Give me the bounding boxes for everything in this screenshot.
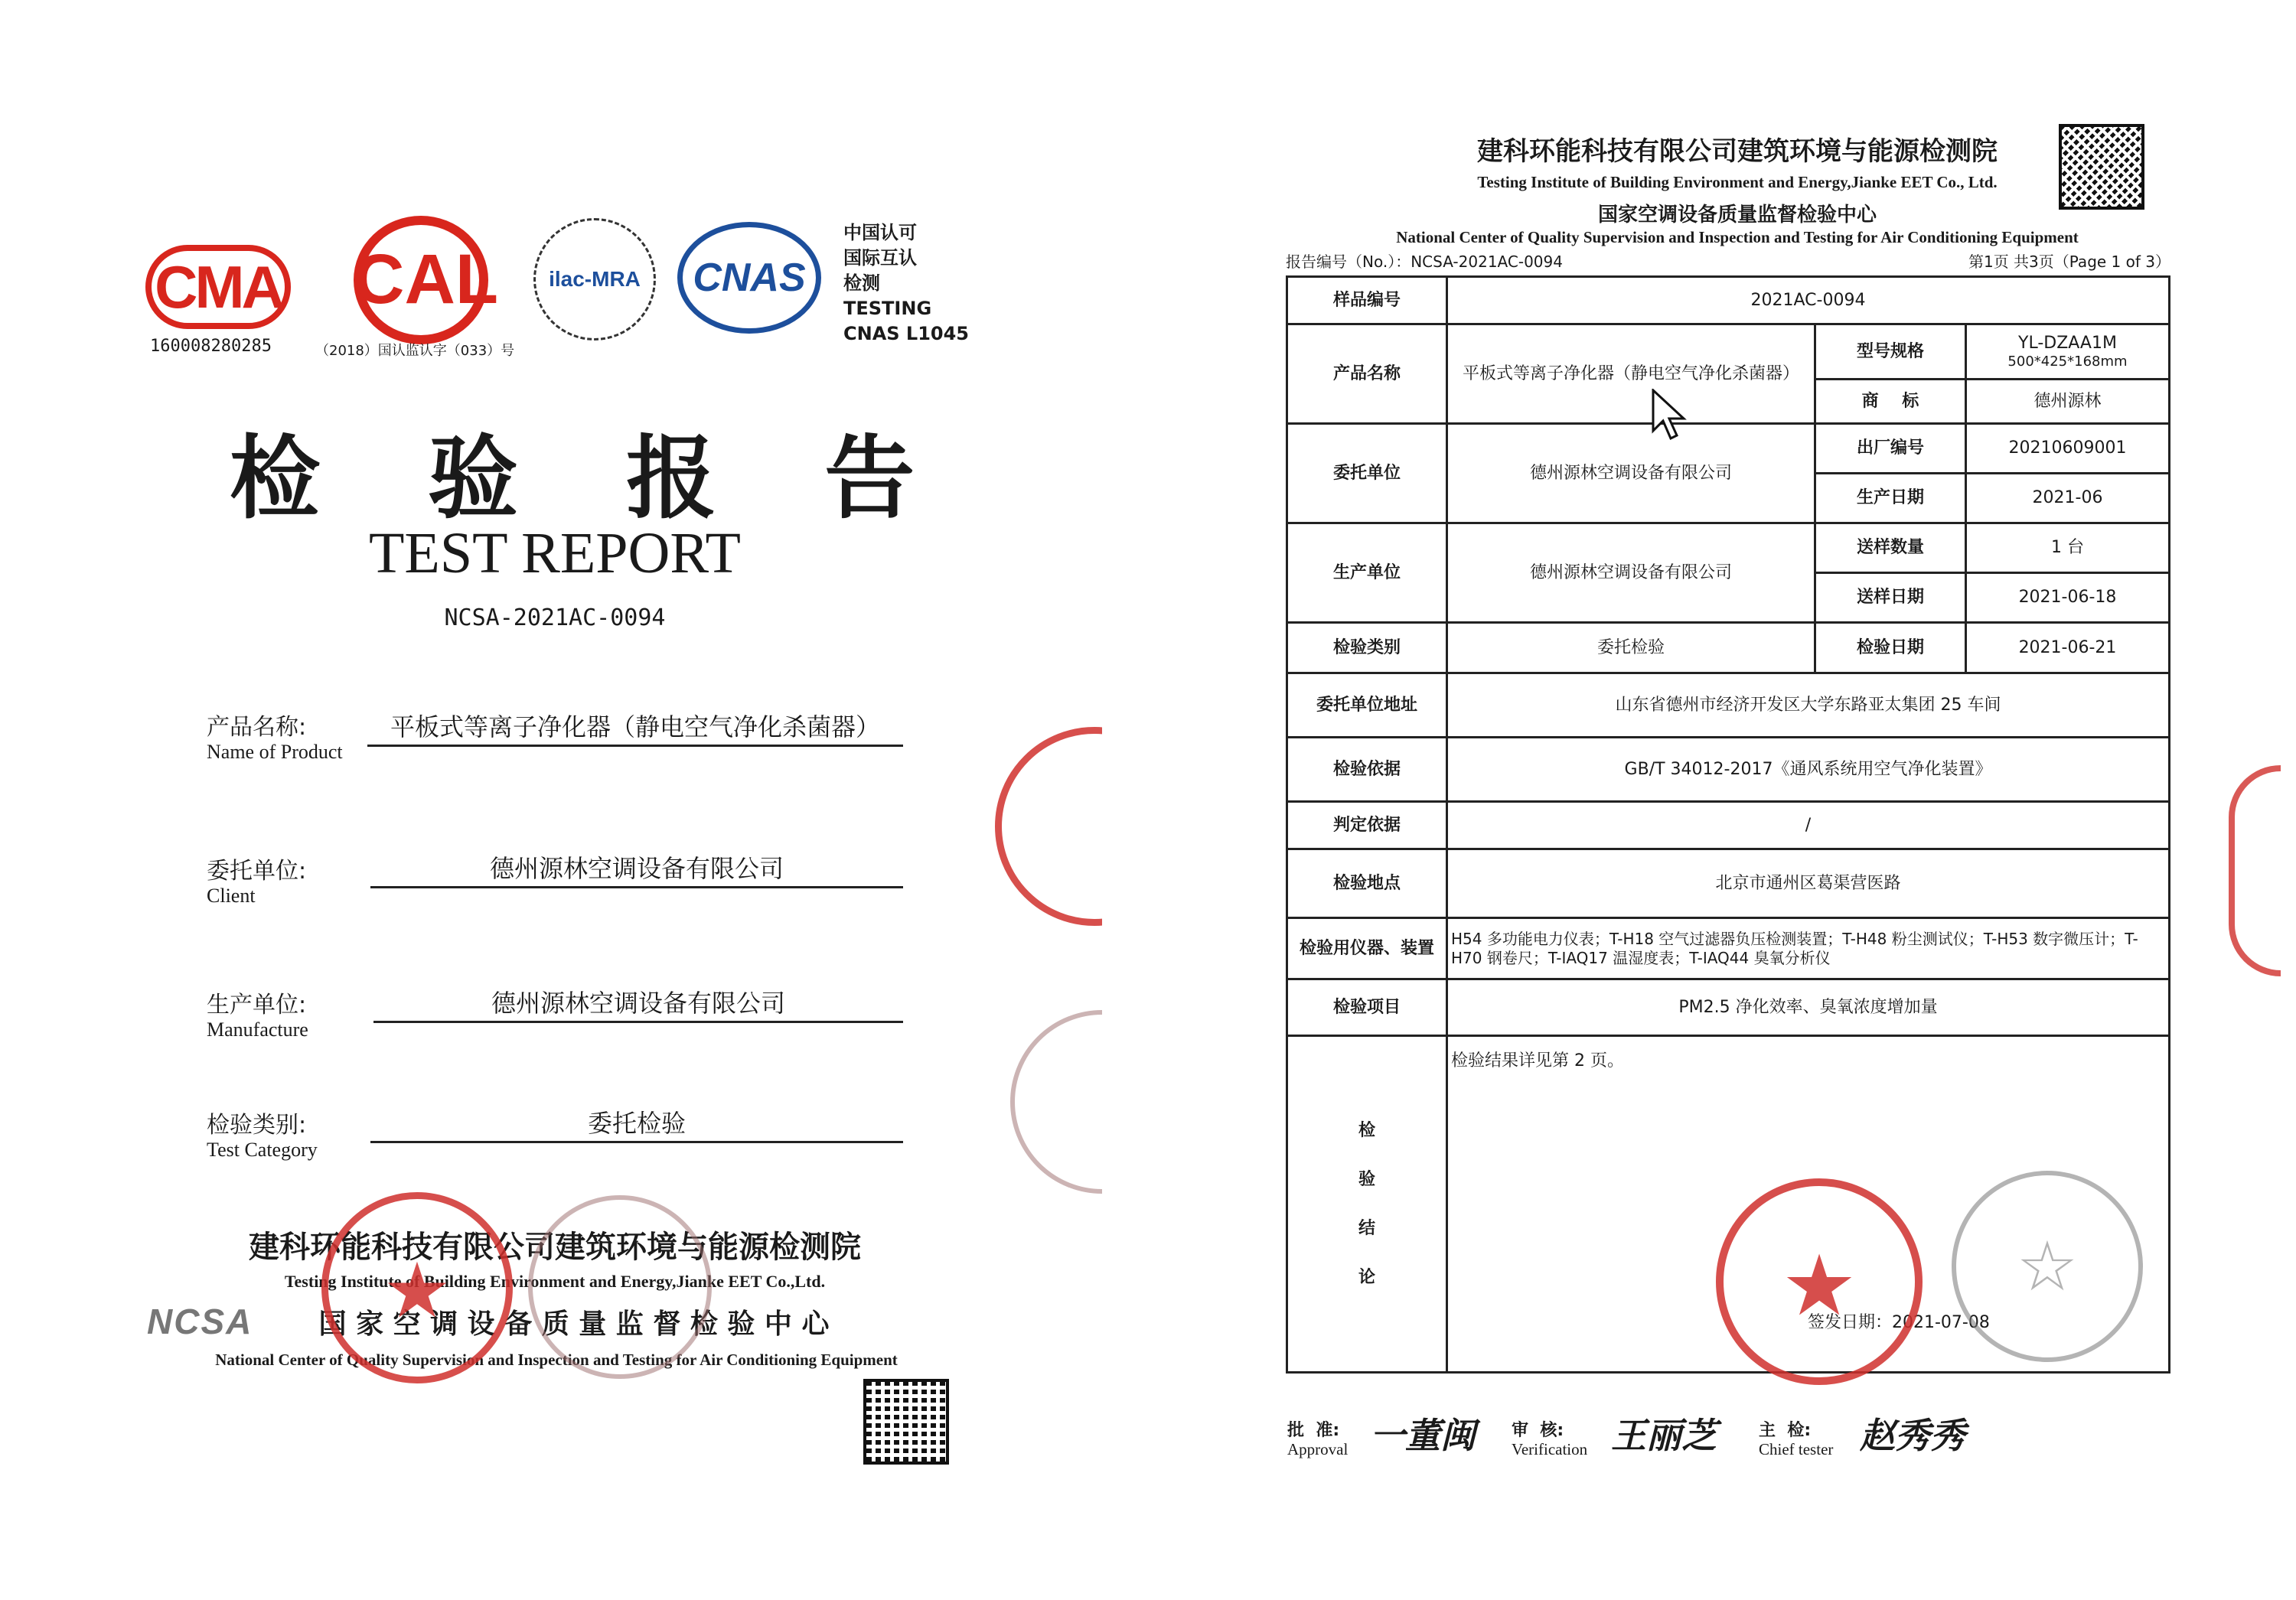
sample-no-value: 2021AC-0094: [1447, 277, 2170, 324]
items-label: 检验项目: [1287, 979, 1447, 1036]
cover-page: [0, 0, 1102, 1600]
instruments-label: 检验用仪器、装置: [1287, 918, 1447, 979]
official-red-stamp-icon: [1716, 1178, 1923, 1385]
header-center-zh: 国家空调设备质量监督检验中心: [1597, 204, 1877, 226]
header-page-info: 第1页 共3页（Page 1 of 3）: [1968, 253, 2170, 271]
field-label-manufacture-en: Manufacture: [207, 1018, 308, 1041]
field-label-product: 产品名称:: [207, 714, 307, 741]
basis-label: 检验依据: [1287, 738, 1447, 802]
serial-label: 出厂编号: [1815, 424, 1966, 474]
category-label: 检验类别: [1287, 623, 1447, 673]
production-date-label: 生产日期: [1815, 474, 1966, 523]
criteria-label: 判定依据: [1287, 802, 1447, 849]
cnas-line: 中国认可: [843, 222, 917, 243]
cma-logo: CMA: [145, 245, 291, 329]
product-label: 产品名称: [1287, 324, 1447, 424]
sample-no-label: 样品编号: [1287, 277, 1447, 324]
mouse-cursor-icon: [1652, 389, 1690, 445]
location-value: 北京市通州区葛渠营医路: [1447, 849, 2170, 918]
product-name-value: 平板式等离子净化器（静电空气净化杀菌器）: [367, 708, 903, 747]
cnas-line: 国际互认: [843, 247, 917, 269]
conclusion-char: 结: [1358, 1218, 1375, 1238]
header-qr-code: [2059, 124, 2144, 210]
chief-tester-label: 主 检:: [1759, 1421, 1812, 1440]
brand-value: 德州源林: [1966, 380, 2170, 424]
send-date-value: 2021-06-18: [1966, 573, 2170, 623]
edge-stamp-icon: [2229, 765, 2281, 976]
manufacture-value: 德州源林空调设备有限公司: [373, 984, 903, 1023]
chief-tester-signature: 赵秀秀: [1860, 1415, 1965, 1456]
cma-number: 160008280285: [150, 337, 272, 356]
brand-label: 商 标: [1815, 380, 1966, 424]
address-value: 山东省德州市经济开发区大学东路亚太集团 25 车间: [1447, 673, 2170, 738]
page-gap: [1102, 0, 1263, 1600]
red-stamp-icon: [321, 1192, 513, 1383]
client-value: 德州源林空调设备有限公司: [1447, 424, 1815, 523]
test-date-label: 检验日期: [1815, 623, 1966, 673]
model-label: 型号规格: [1815, 324, 1966, 380]
conclusion-text: 检验结果详见第 2 页。: [1451, 1051, 1624, 1070]
test-date-value: 2021-06-21: [1966, 623, 2170, 673]
model-value: YL-DZAA1M: [2018, 333, 2117, 353]
report-page: [1263, 0, 2296, 1600]
category-value: 委托检验: [370, 1104, 903, 1143]
verification-label: 审 核:: [1512, 1421, 1564, 1440]
qr-code: [863, 1379, 949, 1465]
model-cell: [1966, 324, 2170, 380]
approval-label: 批 准:: [1287, 1421, 1340, 1440]
title-en: TEST REPORT: [369, 521, 741, 585]
issue-date: 签发日期：2021-07-08: [1808, 1312, 1990, 1332]
chief-tester-label-en: Chief tester: [1759, 1440, 1834, 1458]
basis-value: GB/T 34012-2017《通风系统用空气净化装置》: [1447, 738, 2170, 802]
serial-value: 20210609001: [1966, 424, 2170, 474]
cal-logo-text: CAL: [354, 240, 499, 318]
location-label: 检验地点: [1287, 849, 1447, 918]
cal-number: （2018）国认监认字（033）号: [315, 343, 515, 359]
conclusion-char: 检: [1358, 1120, 1375, 1140]
quantity-value: 1 台: [1966, 523, 2170, 573]
footer-institute-zh: 建科环能科技有限公司建筑环境与能源检测院: [249, 1230, 861, 1265]
header-institute-en: Testing Institute of Building Environment and Energy,Jianke EET Co., Ltd.: [1477, 173, 1998, 191]
grey-star-icon: ☆: [2016, 1227, 2079, 1307]
grey-stamp-icon: [528, 1195, 712, 1379]
cnas-line: CNAS L1045: [843, 323, 970, 344]
conclusion-label: [1287, 1036, 1447, 1373]
instruments-value: H54 多功能电力仪表；T-H18 空气过滤器负压检测装置；T-H48 粉尘测试仪；T-H53 数字微压计；T-H70 钢卷尺；T-IAQ17 温湿度表；T-IAQ44 臭氧分析仪: [1447, 918, 2170, 979]
verification-signature: 王丽芝: [1611, 1415, 1717, 1456]
report-number: NCSA-2021AC-0094: [444, 604, 666, 631]
cnas-line: 检测: [843, 272, 880, 294]
product-value: 平板式等离子净化器（静电空气净化杀菌器）: [1447, 324, 1815, 424]
approval-signature: 一董闽: [1370, 1415, 1476, 1456]
cnas-line: TESTING: [843, 298, 932, 319]
address-label: 委托单位地址: [1287, 673, 1447, 738]
category-value: 委托检验: [1447, 623, 1815, 673]
header-report-number: 报告编号（No.）：NCSA-2021AC-0094: [1286, 253, 1563, 271]
header-center-en: National Center of Quality Supervision and Inspection and Testing for Air Conditioning Equipment: [1396, 228, 2079, 246]
field-label-category-en: Test Category: [207, 1139, 318, 1161]
cnas-info: [843, 220, 969, 347]
send-date-label: 送样日期: [1815, 573, 1966, 623]
header-institute-zh: 建科环能科技有限公司建筑环境与能源检测院: [1477, 136, 1998, 167]
field-label-product-en: Name of Product: [207, 741, 343, 763]
field-label-manufacture: 生产单位:: [207, 992, 307, 1018]
manufacturer-label: 生产单位: [1287, 523, 1447, 623]
model-size: 500*425*168mm: [2007, 354, 2128, 370]
approval-label-en: Approval: [1287, 1440, 1349, 1458]
stamp-star-icon: ★: [1781, 1237, 1857, 1334]
title-zh: 检 验 报 告: [230, 425, 954, 531]
criteria-value: /: [1447, 802, 2170, 849]
ncsa-logo: NCSA: [147, 1302, 253, 1341]
conclusion-char: 论: [1358, 1267, 1375, 1287]
cnas-logo: [677, 222, 821, 334]
star-icon: ★: [383, 1246, 452, 1335]
manufacturer-value: 德州源林空调设备有限公司: [1447, 523, 1815, 623]
footer-institute-en: Testing Institute of Building Environment and Energy,Jianke EET Co.,Ltd.: [284, 1272, 826, 1291]
field-label-category: 检验类别:: [207, 1112, 307, 1139]
ilac-logo-text: ilac-MRA: [549, 267, 641, 291]
ilac-logo: [533, 218, 656, 341]
quantity-label: 送样数量: [1815, 523, 1966, 573]
field-label-client-en: Client: [207, 885, 256, 907]
footer-center-zh: 国 家 空 调 设 备 质 量 监 督 检 验 中 心: [318, 1308, 830, 1340]
items-value: PM2.5 净化效率、臭氧浓度增加量: [1447, 979, 2170, 1036]
conclusion-char: 验: [1358, 1169, 1375, 1189]
footer-center-en: National Center of Quality Supervision and Inspection and Testing for Air Conditioning Equipment: [215, 1351, 898, 1369]
client-value: 德州源林空调设备有限公司: [370, 849, 903, 888]
verification-label-en: Verification: [1512, 1440, 1588, 1458]
center-grey-stamp-icon: [1952, 1171, 2143, 1362]
field-label-client: 委托单位:: [207, 858, 307, 885]
client-label: 委托单位: [1287, 424, 1447, 523]
production-date-value: 2021-06: [1966, 474, 2170, 523]
cnas-logo-text: CNAS: [693, 256, 806, 300]
